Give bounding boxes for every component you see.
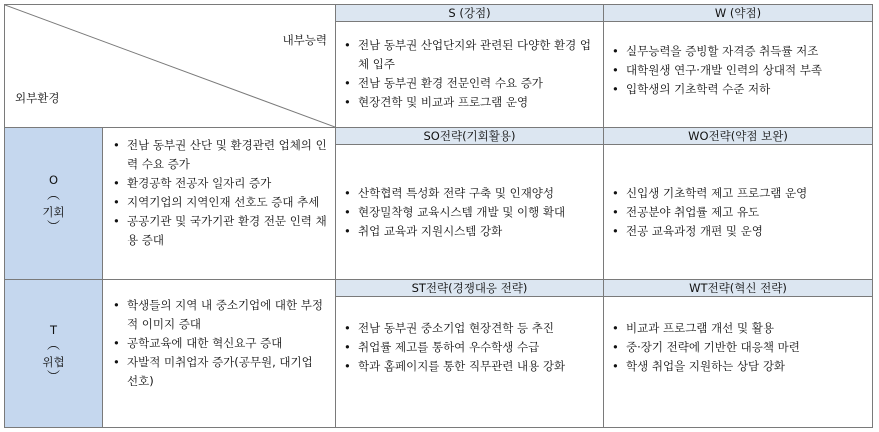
st-cell	[336, 297, 604, 428]
swot-table	[4, 4, 873, 428]
threat-label: T ︵ 위협 ︶	[42, 322, 65, 385]
list-item: • 취업 교육과 지원시스템 강화	[338, 222, 597, 241]
list-item: • 현장밀착형 교육시스템 개발 및 이행 확대	[338, 203, 597, 222]
weakness-header: W (약점)	[604, 5, 873, 22]
opportunity-cell	[103, 128, 336, 280]
list-item: • 지역기업의 지역인재 선호도 증대 추세	[107, 193, 327, 212]
threat-label-cell	[5, 280, 103, 428]
list-item: • 전남 동부권 산업단지와 관련된 다양한 환경 업체 입주	[338, 36, 597, 74]
internal-capability-label: 내부능력	[282, 33, 327, 47]
weakness-cell	[604, 22, 873, 128]
external-environment-label: 외부환경	[15, 91, 60, 105]
wt-header: WT전략(혁신 전략)	[604, 280, 873, 297]
strength-cell	[336, 22, 604, 128]
list-item: • 환경공학 전공자 일자리 증가	[107, 174, 327, 193]
threat-cell	[103, 280, 336, 428]
list-item: • 학생들의 지역 내 중소기업에 대한 부정적 이미지 증대	[107, 296, 327, 334]
weakness-list	[606, 42, 866, 99]
strength-list	[338, 36, 597, 112]
so-cell	[336, 145, 604, 280]
list-item: • 전남 동부권 산단 및 환경관련 업체의 인력 수요 증가	[107, 136, 327, 174]
threat-list	[107, 296, 327, 391]
st-list	[338, 319, 597, 376]
so-header: SO전략(기회활용)	[336, 128, 604, 145]
list-item: • 전공분야 취업률 제고 유도	[606, 203, 866, 222]
list-item: • 공학교육에 대한 혁신요구 증대	[107, 334, 327, 353]
list-item: • 학생 취업을 지원하는 상담 강화	[606, 357, 866, 376]
wo-list	[606, 184, 866, 241]
list-item: • 전남 동부권 중소기업 현장견학 등 추진	[338, 319, 597, 338]
diagonal-line	[5, 5, 335, 127]
wt-list	[606, 319, 866, 376]
list-item: • 전공 교육과정 개편 및 운영	[606, 222, 866, 241]
list-item: • 신입생 기초학력 제고 프로그램 운영	[606, 184, 866, 203]
list-item: • 중·장기 전략에 기반한 대응책 마련	[606, 338, 866, 357]
list-item: • 산학협력 특성화 전략 구축 및 인재양성	[338, 184, 597, 203]
list-item: • 전남 동부권 환경 전문인력 수요 증가	[338, 74, 597, 93]
so-list	[338, 184, 597, 241]
list-item: • 실무능력을 증빙할 자격증 취득률 저조	[606, 42, 866, 61]
list-item: • 공공기관 및 국가기관 환경 전문 인력 채용 증대	[107, 212, 327, 250]
strength-header: S (강점)	[336, 5, 604, 22]
wo-cell	[604, 145, 873, 280]
list-item: • 현장견학 및 비교과 프로그램 운영	[338, 93, 597, 112]
wt-cell	[604, 297, 873, 428]
list-item: • 비교과 프로그램 개선 및 활용	[606, 319, 866, 338]
opportunity-label: O ︵ 기회 ︶	[42, 172, 65, 235]
list-item: • 자발적 미취업자 증가(공무원, 대기업 선호)	[107, 353, 327, 391]
list-item: • 학과 홈페이지를 통한 직무관련 내용 강화	[338, 357, 597, 376]
list-item: • 입학생의 기초학력 수준 저하	[606, 80, 866, 99]
list-item: • 취업률 제고를 통하여 우수학생 수급	[338, 338, 597, 357]
corner-cell	[5, 5, 336, 128]
list-item: • 대학원생 연구·개발 인력의 상대적 부족	[606, 61, 866, 80]
opportunity-label-cell	[5, 128, 103, 280]
opportunity-list	[107, 136, 327, 250]
wo-header: WO전략(약점 보완)	[604, 128, 873, 145]
st-header: ST전략(경쟁대응 전략)	[336, 280, 604, 297]
